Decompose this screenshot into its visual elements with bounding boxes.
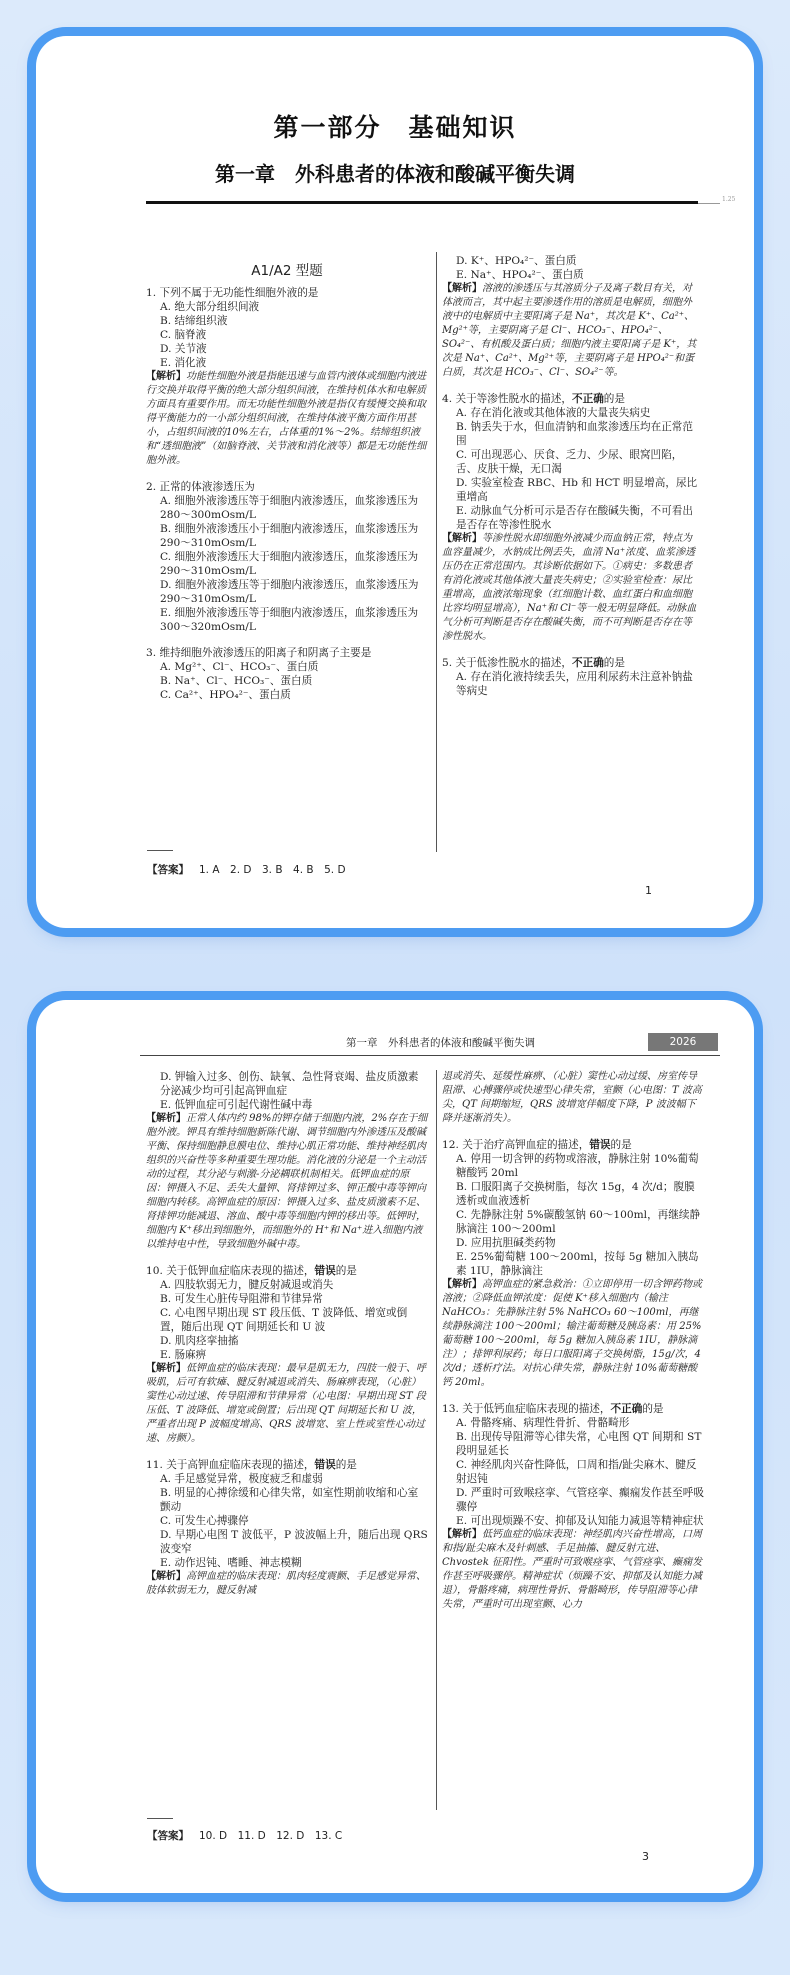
explanation xyxy=(442,532,700,644)
answer-option: C. Ca²⁺、HPO₄²⁻、蛋白质 xyxy=(160,689,291,701)
answer-option: D. 严重时可致喉痉挛、气管痉挛、癫痫发作甚至呼吸骤停 xyxy=(456,1487,704,1513)
explanation-text: 低钾血症的临床表现：最早是肌无力，四肢一般于、呼吸肌，后可有软瘫、腱反射减退或消失、肠麻痹表现，（心脏）窦性心动过速、传导阻滞和节律异常（心电图：早期出现 ST 段压低、T 波降低、增宽或倒置；后出现 QT 间期延长和 U 波，严重者出现 P 波幅度增高、QRS 波增宽、室上性或室性心动过速、房颤）。 xyxy=(146,1363,426,1444)
answer-option: D. 关节液 xyxy=(160,343,207,355)
page-number: 3 xyxy=(642,1850,649,1863)
running-head: 第一章 外科患者的体液和酸碱平衡失调 xyxy=(346,1037,535,1049)
answer-option: E. 消化液 xyxy=(160,357,207,369)
explanation-label: 【解析】 xyxy=(146,1363,186,1374)
answer-option: D. 实验室检查 RBC、Hb 和 HCT 明显增高，尿比重增高 xyxy=(456,477,698,503)
answer-option: D. 肌肉痉挛抽搐 xyxy=(160,1335,239,1347)
answer-option: E. 可出现烦躁不安、抑郁及认知能力减退等精神症状 xyxy=(456,1515,704,1527)
answer-option: D. K⁺、HPO₄²⁻、蛋白质 xyxy=(456,255,577,267)
explanation xyxy=(442,282,700,380)
answer-option: B. 出现传导阻滞等心律失常，心电图 QT 间期和 ST 段明显延长 xyxy=(456,1431,702,1457)
answer-option: A. Mg²⁺、Cl⁻、HCO₃⁻、蛋白质 xyxy=(160,661,319,673)
explanation xyxy=(442,1278,704,1390)
explanation-label: 【解析】 xyxy=(442,283,482,294)
part-title: 第一部分 基础知识 xyxy=(273,113,517,142)
explanation-text: 高钾血症的临床表现：肌肉轻度震颤、手足感觉异常、肢体软弱无力，腱反射减 xyxy=(146,1571,426,1596)
page-1-right-column xyxy=(442,254,700,698)
answer-option: A. 存在消化液持续丢失，应用利尿药未注意补钠盐等病史 xyxy=(456,671,693,697)
spacer xyxy=(442,644,700,656)
question-stem: 4. 关于等渗性脱水的描述，不正确的是 xyxy=(442,393,625,405)
section-title: A1/A2 型题 xyxy=(251,263,323,279)
answer-option: E. 25%葡萄糖 100～200ml，按每 5g 糖加入胰岛素 1IU，静脉滴注 xyxy=(456,1251,699,1277)
answer-label: 【答案】 xyxy=(147,1830,189,1842)
answer-option: B. 可发生心脏传导阻滞和节律异常 xyxy=(160,1293,323,1305)
answer-option: B. Na⁺、Cl⁻、HCO₃⁻、蛋白质 xyxy=(160,675,313,687)
answer-values: 1. A 2. D 3. B 4. B 5. D xyxy=(199,864,346,876)
answer-option: D. 细胞外液渗透压等于细胞内液渗透压，血浆渗透压为 290～310mOsm/L xyxy=(160,579,419,605)
answer-option: B. 明显的心搏徐缓和心律失常，如室性期前收缩和心室颤动 xyxy=(160,1487,419,1513)
title-rule xyxy=(146,201,698,204)
explanation-text: 正常人体内约 98%的钾存储于细胞内液，2%存在于细胞外液。钾具有维持细胞新陈代谢、调节细胞内外渗透压及酸碱平衡、保持细胞静息膜电位、维持心肌正常功能、维持神经肌肉组织的兴奋性等多种重要生理功能。消化液的分泌是一个主动活动的过程，其分泌与刺激-分泌耦联机制相关。低钾血症的原因：钾摄入不足、丢失大量钾、肾排钾过多、钾正酸中毒等钾向细胞内转移。高钾血症的原因：钾摄入过多、盐皮质激素不足、肾排钾功能减退、溶血、酸中毒等细胞内钾的移出等。低钾时，细胞内 K⁺移出到细胞外，而细胞外的 H⁺和 Na⁺进入细胞内液以维持电中性，导致细胞外碱中毒。 xyxy=(146,1113,428,1250)
answer-option: E. 肠麻痹 xyxy=(160,1349,207,1361)
answer-key xyxy=(147,1828,342,1843)
question-stem: 12. 关于治疗高钾血症的描述，错误的是 xyxy=(442,1139,632,1151)
question-stem: 2. 正常的体液渗透压为 xyxy=(146,481,255,493)
answer-option: C. 先静脉注射 5%碳酸氢钠 60～100ml，再继续静脉滴注 100～200ml xyxy=(456,1209,701,1235)
question-stem: 13. 关于低钙血症临床表现的描述，不正确的是 xyxy=(442,1403,664,1415)
spacer xyxy=(146,1446,428,1458)
explanation-text: 退或消失、延缓性麻痹、（心脏）窦性心动过缓、房室传导阻滞、心搏骤停或快速型心律失常，室颤（心电图：T 波高尖，QT 间期缩短，QRS 波增宽伴幅度下降，P 波波幅下降并逐渐消失）。 xyxy=(442,1071,702,1124)
spacer xyxy=(146,468,428,480)
answer-option: A. 停用一切含钾的药物或溶液，静脉注射 10%葡萄糖酸钙 20ml xyxy=(456,1153,699,1179)
answer-option: B. 结缔组织液 xyxy=(160,315,228,327)
page-3 xyxy=(36,1000,754,1893)
answer-option: B. 钠丢失于水，但血清钠和血浆渗透压均在正常范围 xyxy=(456,421,693,447)
explanation-text: 等渗性脱水即细胞外液减少而血钠正常，特点为血容量减少，水钠成比例丢失，血清 Na⁺浓度、血浆渗透压仍在正常范围内。其诊断依据如下。①病史：多数患者有消化液或其他体液大量丧失病史；②实验室检查：尿比重增高，血液浓缩现象（红细胞计数、血红蛋白和血细胞比容均明显增高），Na⁺和 Cl⁻等一般无明显降低。动脉血气分析可判断是否存在酸碱失衡，而不可判断是否存在等渗性脱水。 xyxy=(442,533,697,642)
answer-option: C. 心电图早期出现 ST 段压低、T 波降低、增宽或倒置，随后出现 QT 间期延长和 U 波 xyxy=(160,1307,408,1333)
running-head-rule xyxy=(140,1055,720,1056)
page-number: 1 xyxy=(645,884,652,897)
answer-key xyxy=(147,862,346,877)
answer-option: D. 早期心电图 T 波低平，P 波波幅上升，随后出现 QRS 波变窄 xyxy=(160,1529,428,1555)
answer-label: 【答案】 xyxy=(147,864,189,876)
answer-option: E. 动作迟钝、嗜睡、神志模糊 xyxy=(160,1557,302,1569)
explanation-text: 功能性细胞外液是指能迅速与血管内液体或细胞内液进行交换并取得平衡的绝大部分组织间液，在维持机体水和电解质方面具有重要作用。而无功能性细胞外液是指仅有缓慢交换和取得平衡能力的一小部分组织间液，在维持体液平衡方面作用甚小，占组织间液的10%左右，占体重的1%～2%。结缔组织液和“透细胞液”（如脑脊液、关节液和消化液等）都是无功能性细胞外液。 xyxy=(146,371,427,466)
question-stem: 10. 关于低钾血症临床表现的描述，错误的是 xyxy=(146,1265,357,1277)
answer-option: C. 脑脊液 xyxy=(160,329,207,341)
answer-rule xyxy=(147,850,173,851)
answer-option: A. 细胞外液渗透压等于细胞内液渗透压，血浆渗透压为 280～300mOsm/L xyxy=(160,495,419,521)
explanation xyxy=(146,1570,428,1598)
question-stem: 1. 下列不属于无功能性细胞外液的是 xyxy=(146,287,319,299)
page-3-left-column xyxy=(146,1070,428,1598)
title-rule-mark: 1.25 xyxy=(722,196,736,203)
explanation-label: 【解析】 xyxy=(442,533,482,544)
spacer xyxy=(146,634,428,646)
answer-option: E. 低钾血症可引起代谢性碱中毒 xyxy=(160,1099,313,1111)
answer-option: B. 口服阳离子交换树脂，每次 15g，4 次/d；腹膜透析或血液透析 xyxy=(456,1181,695,1207)
answer-values: 10. D 11. D 12. D 13. C xyxy=(199,1830,343,1842)
explanation-label: 【解析】 xyxy=(442,1279,482,1290)
explanation xyxy=(146,370,428,468)
explanation xyxy=(146,1362,428,1446)
answer-option: C. 神经肌肉兴奋性降低，口周和指/趾尖麻木、腱反射迟钝 xyxy=(456,1459,697,1485)
answer-option: B. 细胞外液渗透压小于细胞内液渗透压，血浆渗透压为 290～310mOsm/L xyxy=(160,523,419,549)
answer-option: C. 可发生心搏骤停 xyxy=(160,1515,249,1527)
answer-option: A. 手足感觉异常，极度疲乏和虚弱 xyxy=(160,1473,323,1485)
page-3-right-column xyxy=(442,1070,704,1612)
spacer xyxy=(442,1390,704,1402)
column-divider xyxy=(436,252,437,852)
chapter-title: 第一章 外科患者的体液和酸碱平衡失调 xyxy=(215,162,575,186)
explanation-text: 高钾血症的紧急救治：①立即停用一切含钾药物或溶液；②降低血钾浓度：促使 K⁺移入细胞内（输注 NaHCO₃：先静脉注射 5% NaHCO₃ 60～100ml，再继续静脉滴注 100～200ml；输注葡萄糖及胰岛素：用 25%葡萄糖 100～200ml，每 5g 糖加入胰岛素 1IU，静脉滴注）；排钾利尿药；每日口服阳离子交换树脂，15g/次，4 次/d；透析疗法。对抗心律失常，静脉注射 10%葡萄糖酸钙 20ml。 xyxy=(442,1279,702,1388)
explanation-label: 【解析】 xyxy=(442,1529,482,1540)
spacer xyxy=(442,1126,704,1138)
running-head-tag: 2026 xyxy=(648,1033,718,1051)
page-1 xyxy=(36,36,754,928)
answer-option: A. 绝大部分组织间液 xyxy=(160,301,260,313)
answer-option: C. 细胞外液渗透压大于细胞内液渗透压，血浆渗透压为 290～310mOsm/L xyxy=(160,551,419,577)
explanation xyxy=(146,1112,428,1252)
question-stem: 11. 关于高钾血症临床表现的描述，错误的是 xyxy=(146,1459,357,1471)
question-stem: 3. 维持细胞外液渗透压的阳离子和阴离子主要是 xyxy=(146,647,372,659)
explanation-label: 【解析】 xyxy=(146,371,186,382)
spacer xyxy=(146,1252,428,1264)
answer-rule xyxy=(147,1818,173,1819)
column-divider xyxy=(436,1070,437,1810)
answer-option: A. 四肢软弱无力，腱反射减退或消失 xyxy=(160,1279,334,1291)
answer-option: A. 存在消化液或其他体液的大量丧失病史 xyxy=(456,407,651,419)
page-1-left-column xyxy=(146,262,428,702)
explanation-text: 溶液的渗透压与其溶质分子及离子数目有关，对体液而言，其中起主要渗透作用的溶质是电解质，细胞外液中的电解质中主要阳离子是 Na⁺，其次是 K⁺、Ca²⁺、Mg²⁺等，主要阴离子是 Cl⁻、HCO₃⁻、HPO₄²⁻、SO₄²⁻、有机酸及蛋白质；细胞内液主要阳离子是 K⁺，其次是 Na⁺、Ca²⁺、Mg²⁺等，主要阴离子是 HPO₄²⁻和蛋白质，其次是 HCO₃⁻、Cl⁻、SO₄²⁻等。 xyxy=(442,283,697,378)
answer-option: E. 细胞外液渗透压等于细胞内液渗透压，血浆渗透压为 300～320mOsm/L xyxy=(160,607,419,633)
answer-option: E. 动脉血气分析可示是否存在酸碱失衡，不可看出是否存在等渗性脱水 xyxy=(456,505,693,531)
answer-option: A. 骨骼疼痛、病理性骨折、骨骼畸形 xyxy=(456,1417,630,1429)
title-rule-tail xyxy=(698,203,720,204)
explanation-label: 【解析】 xyxy=(146,1571,186,1582)
answer-option: D. 钾输入过多、创伤、缺氧、急性肾衰竭、盐皮质激素分泌减少均可引起高钾血症 xyxy=(160,1071,419,1097)
explanation-label: 【解析】 xyxy=(146,1113,186,1124)
spacer xyxy=(442,380,700,392)
explanation xyxy=(442,1528,704,1612)
explanation-text: 低钙血症的临床表现：神经肌肉兴奋性增高，口周和指/趾尖麻木及针刺感、手足抽搐、腱反射亢进、Chvostek 征阳性。严重时可致喉痉挛、气管痉挛、癫痫发作甚至呼吸骤停。精神症状（烦躁不安、抑郁及认知能力减退），骨骼疼痛，病理性骨折、骨骼畸形，传导阻滞等心律失常，严重时可出现室颤、心力 xyxy=(442,1529,703,1610)
explanation xyxy=(442,1070,704,1126)
question-stem: 5. 关于低渗性脱水的描述，不正确的是 xyxy=(442,657,625,669)
answer-option: C. 可出现恶心、厌食、乏力、少尿、眼窝凹陷，舌、皮肤干燥，无口渴 xyxy=(456,449,683,475)
answer-option: E. Na⁺、HPO₄²⁻、蛋白质 xyxy=(456,269,584,281)
answer-option: D. 应用抗胆碱类药物 xyxy=(456,1237,556,1249)
